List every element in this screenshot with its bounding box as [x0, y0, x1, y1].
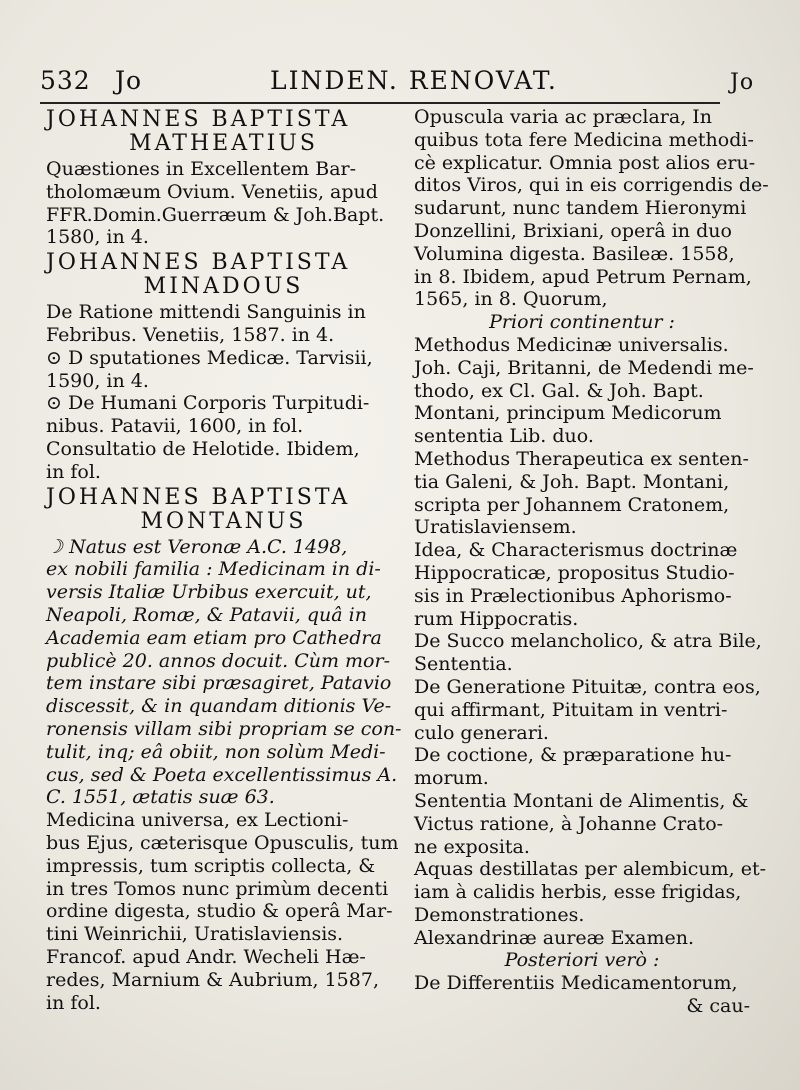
text-line: ordine digesta, studio & operâ Mar- — [46, 900, 393, 923]
text-line: tini Weinrichii, Uratislaviensis. — [46, 923, 344, 946]
catchword — [414, 995, 750, 1018]
text-line: De Generatione Pituitæ, contra eos, — [414, 675, 761, 698]
bibliography-entry — [414, 106, 769, 311]
text-line: versis Italiæ Urbibus exercuit, ut, — [46, 581, 372, 604]
text-line: Francof. apud Andr. Wecheli Hæ- — [46, 945, 366, 968]
bibliography-entry — [414, 630, 762, 676]
text-line: Idea, & Characterismus doctrinæ — [414, 539, 738, 562]
text-line: Donzellini, Brixiani, operâ in duo — [414, 219, 732, 242]
text-line: JOHANNES BAPTISTA — [46, 484, 351, 510]
text-line: MATHEATIUS — [129, 131, 318, 156]
text-line: Hippocraticæ, propositus Studio- — [414, 561, 735, 584]
text-line: rum Hippocratis. — [414, 607, 579, 630]
bibliography-entry — [46, 301, 401, 347]
bibliography-entry — [414, 790, 750, 858]
text-line: Priori continentur : — [489, 311, 675, 334]
bibliography-entry — [414, 356, 754, 448]
text-line: scripta per Johannem Cratonem, — [414, 493, 730, 516]
bibliography-entry — [414, 744, 750, 790]
text-line: & cau- — [686, 995, 750, 1018]
bibliography-entry — [46, 392, 401, 438]
text-line: De coctione, & præparatione hu- — [414, 744, 732, 767]
text-line: in 8. Ibidem, apud Petrum Pernam, — [414, 265, 752, 288]
text-line: ne exposita. — [414, 835, 530, 858]
text-line: morum. — [414, 767, 489, 790]
text-line: MONTANUS — [140, 508, 307, 534]
author-heading — [46, 251, 401, 299]
text-line: 1580, in 4. — [46, 226, 149, 249]
text-line: sis in Prælectionibus Aphorismo- — [414, 584, 732, 607]
author-heading — [46, 486, 401, 534]
text-line: publicè 20. annos docuit. Cùm mor- — [46, 649, 390, 672]
running-header — [40, 66, 760, 100]
text-line: Joh. Caji, Britanni, de Medendi me- — [414, 356, 754, 379]
left-column — [46, 106, 401, 1014]
text-line: Alexandrinæ aureæ Examen. — [414, 926, 695, 949]
text-line: 1565, in 8. Quorum, — [414, 288, 608, 311]
biography-entry — [46, 536, 401, 810]
text-line: ⊙ D sputationes Medicæ. Tarvisii, — [46, 346, 373, 369]
text-line: Consultatio de Helotide. Ibidem, — [46, 437, 360, 460]
header-rule — [40, 102, 720, 104]
bibliography-entry — [46, 158, 401, 249]
text-line: cus, sed & Poeta excellentissimus A. — [46, 763, 398, 786]
section-subheading — [414, 949, 750, 972]
text-line: Demonstrationes. — [414, 903, 585, 926]
text-line: nibus. Patavii, 1600, in fol. — [46, 415, 304, 438]
text-line: redes, Marnium & Aubrium, 1587, — [46, 968, 379, 991]
text-line: sententia Lib. duo. — [414, 425, 594, 448]
bibliography-entry — [414, 927, 750, 950]
section-subheading — [414, 311, 750, 334]
bibliography-entry — [414, 675, 761, 744]
bibliography-entry — [414, 448, 750, 539]
text-line: discessit, & in quandam ditionis Ve- — [46, 695, 392, 718]
running-title: LINDEN. RENOVAT. — [270, 66, 558, 95]
bibliography-entry — [414, 972, 750, 995]
text-line: Posteriori verò : — [504, 949, 660, 972]
text-line: Neapoli, Romæ, & Patavii, quâ in — [46, 603, 367, 626]
text-line: Uratislaviensem. — [414, 516, 577, 539]
text-line: De Differentiis Medicamentorum, — [414, 972, 738, 995]
text-line: Victus ratione, à Johanne Crato- — [414, 812, 724, 835]
text-line: quibus tota fere Medicina methodi- — [414, 128, 754, 151]
text-line: Quæstiones in Excellentem Bar- — [46, 158, 357, 180]
bibliography-entry — [414, 334, 750, 357]
bibliography-entry — [414, 858, 767, 926]
text-line: cè explicatur. Omnia post alios eru- — [414, 151, 756, 174]
text-line: De Succo melancholico, & atra Bile, — [414, 630, 762, 653]
text-line: ex nobili familia : Medicinam in di- — [46, 558, 381, 581]
text-line: tulit, inq; eâ obiit, non solùm Medi- — [46, 740, 386, 763]
text-line: in fol. — [46, 991, 101, 1014]
text-line: Academia eam etiam pro Cathedra — [46, 626, 382, 649]
text-line: tholomæum Ovium. Venetiis, apud — [46, 180, 378, 203]
text-line: ronensis villam sibi propriam se con- — [46, 717, 402, 740]
text-line: in fol. — [46, 460, 101, 483]
text-line: thodo, ex Cl. Gal. & Joh. Bapt. — [414, 379, 704, 402]
text-line: tem instare sibi præsagiret, Patavio — [46, 672, 392, 695]
text-line: bus Ejus, cæterisque Opusculis, tum — [46, 831, 399, 854]
text-line: De Ratione mittendi Sanguinis in — [46, 301, 366, 324]
text-line: ☽ Natus est Veronæ A.C. 1498, — [46, 535, 348, 558]
text-line: Medicina universa, ex Lectioni- — [46, 809, 349, 832]
running-head-left: Jo — [115, 66, 143, 95]
running-head-right: Jo — [730, 70, 755, 95]
text-line: JOHANNES BAPTISTA — [46, 107, 351, 132]
text-line: sudarunt, nunc tandem Hieronymi — [414, 197, 747, 220]
text-line: iam à calidis herbis, esse frigidas, — [414, 881, 742, 904]
text-line: Methodus Medicinæ universalis. — [414, 333, 729, 356]
bibliography-entry — [46, 347, 401, 393]
bibliography-entry — [46, 809, 401, 1014]
text-line: Aquas destillatas per alembicum, et- — [414, 858, 767, 881]
text-line: Sententia. — [414, 653, 513, 676]
text-line: culo generari. — [414, 721, 549, 744]
page-number: 532 — [40, 66, 91, 95]
text-line: Methodus Therapeutica ex senten- — [414, 447, 749, 470]
text-line: MINADOUS — [143, 274, 304, 300]
text-line: C. 1551, ætatis suæ 63. — [46, 786, 275, 809]
text-line: tia Galeni, & Joh. Bapt. Montani, — [414, 470, 730, 493]
text-line: impressis, tum scriptis collecta, & — [46, 854, 376, 877]
text-line: Montani, principum Medicorum — [414, 402, 722, 425]
text-line: FFR.Domin.Guerræum & Joh.Bapt. — [46, 203, 385, 226]
author-heading — [46, 108, 401, 156]
text-line: Sententia Montani de Alimentis, & — [414, 789, 749, 812]
text-line: 1590, in 4. — [46, 369, 149, 392]
text-line: Volumina digesta. Basileæ. 1558, — [414, 242, 735, 265]
right-column — [414, 106, 769, 1018]
bibliography-entry — [46, 438, 401, 484]
text-line: JOHANNES BAPTISTA — [46, 250, 351, 276]
text-line: in tres Tomos nunc primùm decenti — [46, 877, 389, 900]
text-line: ⊙ De Humani Corporis Turpitudi- — [46, 392, 370, 415]
text-line: qui affirmant, Pituitam in ventri- — [414, 698, 728, 721]
text-line: Febribus. Venetiis, 1587. in 4. — [46, 323, 335, 346]
text-line: Opuscula varia ac præclara, In — [414, 106, 713, 128]
text-line: ditos Viros, qui in eis corrigendis de- — [414, 174, 769, 197]
bibliography-entry — [414, 539, 750, 630]
